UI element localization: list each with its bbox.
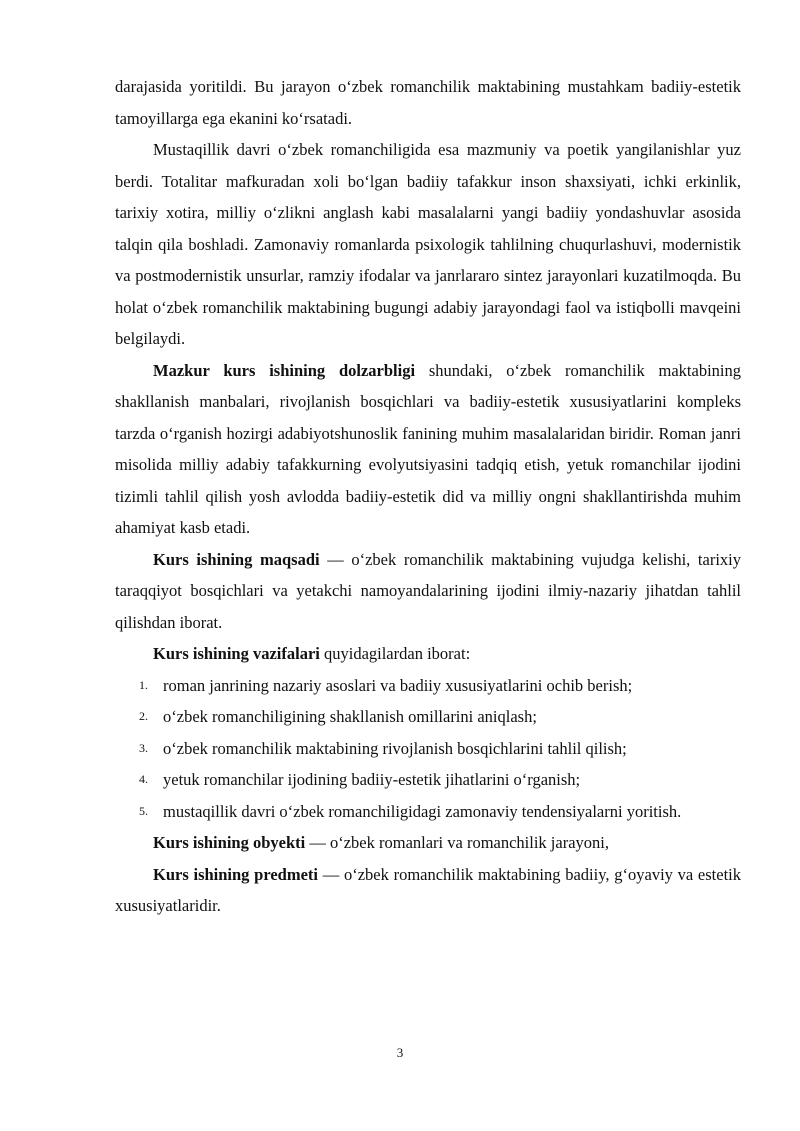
paragraph-relevance bbox=[115, 355, 741, 544]
paragraph-independence-period: Mustaqillik davri o‘zbek romanchiligida esa mazmuniy va poetik yangilanishlar yuz berdi. Totalitar mafkuradan xoli bo‘lgan badiiy tafakkur inson shaxsiyati, ichki erkinlik, tarixiy xotira, milliy o‘zlikni anglash kabi masalalarni yangi badiiy yondashuvlar asosida talqin qila boshladi. Zamonaviy romanlarda psixologik tahlilning chuqurlashuvi, modernistik va postmodernistik unsurlar, ramziy ifodalar va janrlararo sintez jarayonlari kuzatilmoqda. Bu holat o‘zbek romanchilik maktabining bugungi adabiy jarayondagi faol va istiqbolli mavqeini belgilaydi. bbox=[115, 140, 741, 348]
goal-heading: Kurs ishining maqsadi bbox=[153, 549, 320, 569]
list-item bbox=[115, 733, 741, 765]
tasks-intro-text: quyidagilardan iborat: bbox=[319, 644, 471, 663]
subject-heading: Kurs ishining predmeti bbox=[153, 864, 319, 884]
paragraph-continuation: darajasida yoritildi. Bu jarayon o‘zbek romanchilik maktabining mustahkam badiiy-estetik tamoyillarga ega ekanini ko‘rsatadi. bbox=[115, 77, 741, 128]
list-item bbox=[115, 701, 741, 733]
list-number: 3. bbox=[139, 740, 148, 755]
tasks-list bbox=[115, 670, 741, 828]
list-item-text: o‘zbek romanchilik maktabining rivojlanish bosqichlarini tahlil qilish; bbox=[163, 738, 627, 758]
paragraph-tasks-intro bbox=[115, 638, 741, 670]
relevance-text: shundaki, o‘zbek romanchilik maktabining shakllanish manbalari, rivojlanish bosqichlari va badiiy-estetik xususiyatlarini kompleks tarzda o‘rganish hozirgi adabiyotshunoslik fanining muhim masalalaridan biridir. Roman janri misolida milliy adabiy tafakkurning evolyutsiyasini tadqiq etish, yetuk romanchilar ijodini tizimli tahlil qilish yosh avlodda badiiy-estetik did va milliy ongni shakllantirishda muhim ahamiyat kasb etadi. bbox=[115, 360, 741, 537]
relevance-heading: Mazkur kurs ishining dolzarbligi bbox=[153, 360, 416, 380]
subject-text: — o‘zbek romanchilik maktabining badiiy, g‘oyaviy va estetik xususiyatlaridir. bbox=[115, 864, 741, 915]
list-item-text: o‘zbek romanchiligining shakllanish omillarini aniqlash; bbox=[163, 707, 537, 726]
goal-text: — o‘zbek romanchilik maktabining vujudga kelishi, tarixiy taraqqiyot bosqichlari va yetakchi namoyandalarining ijodini ilmiy-nazariy jihatdan tahlil qilishdan iborat. bbox=[115, 549, 741, 632]
list-number: 5. bbox=[139, 803, 148, 818]
page-number: 3 bbox=[396, 1045, 404, 1060]
list-item-text: mustaqillik davri o‘zbek romanchiligidagi zamonaviy tendensiyalarni yoritish. bbox=[163, 801, 682, 821]
list-item bbox=[115, 764, 741, 796]
paragraph-object bbox=[115, 827, 741, 859]
object-heading: Kurs ishining obyekti bbox=[153, 833, 306, 852]
list-item-text: roman janrining nazariy asoslari va badiiy xususiyatlarini ochib berish; bbox=[163, 675, 633, 695]
list-item bbox=[115, 796, 741, 828]
list-item-text: yetuk romanchilar ijodining badiiy-estetik jihatlarini o‘rganish; bbox=[163, 770, 581, 789]
list-number: 1. bbox=[139, 677, 148, 692]
paragraph-goal bbox=[115, 544, 741, 639]
tasks-heading: Kurs ishining vazifalari bbox=[153, 644, 320, 663]
list-number: 2. bbox=[139, 709, 148, 723]
page-body bbox=[115, 71, 741, 922]
list-item bbox=[115, 670, 741, 702]
list-number: 4. bbox=[139, 772, 148, 786]
object-text: — o‘zbek romanlari va romanchilik jarayoni, bbox=[305, 833, 609, 852]
paragraph-subject bbox=[115, 859, 741, 922]
